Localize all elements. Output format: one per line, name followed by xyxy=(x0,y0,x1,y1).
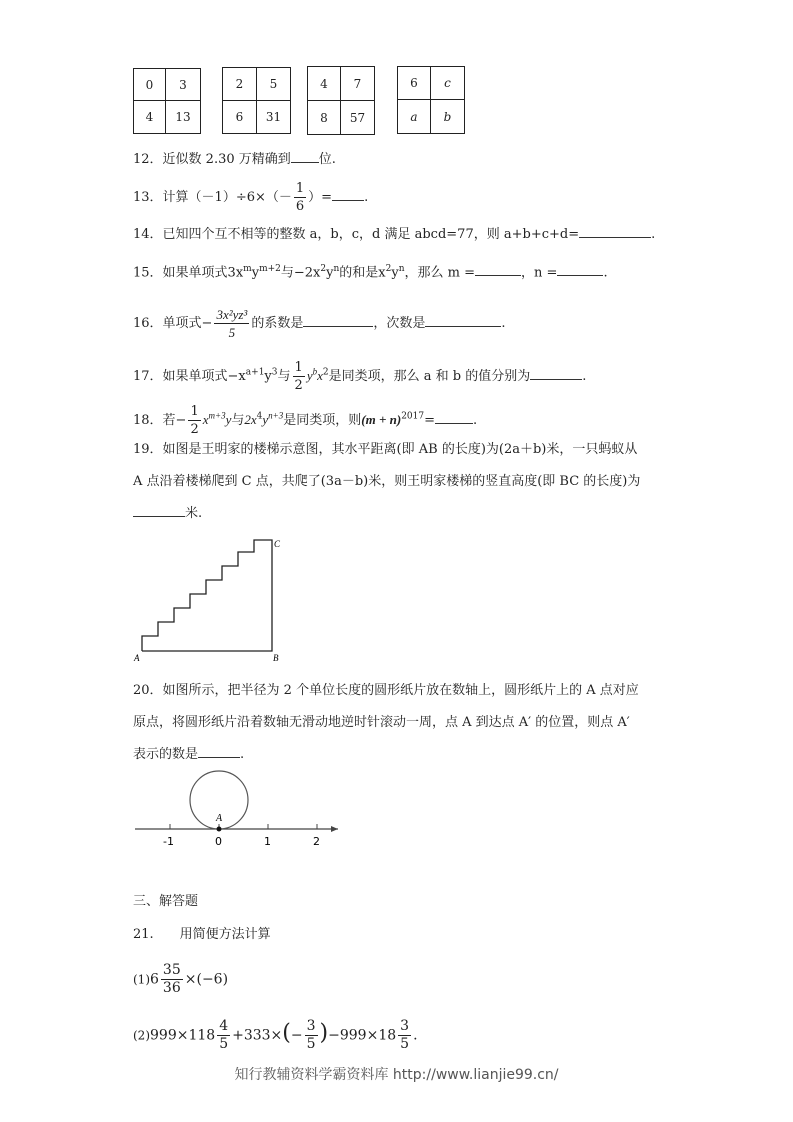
stair-outline xyxy=(142,540,272,651)
answer-blank xyxy=(133,504,185,517)
fraction: $\frac{4}{5}$ xyxy=(219,1018,229,1052)
number-grid-3 xyxy=(307,66,375,135)
point-label-a: A xyxy=(216,813,223,824)
grid-cell: 2 xyxy=(223,68,257,101)
grid-cell: b xyxy=(431,100,465,134)
question-20-line-1: 20．如图所示，把半径为 2 个单位长度的圆形纸片放在数轴上，圆形纸片上的 A 点对应 xyxy=(133,683,639,698)
grid-cell: a xyxy=(398,100,431,134)
fraction: $\frac{\text{3x²yz³}}{5}$ xyxy=(216,307,248,340)
answer-blank xyxy=(579,225,651,238)
answer-blank xyxy=(198,745,240,758)
grid-cell: 6 xyxy=(223,101,257,134)
number-grid-4 xyxy=(397,66,465,134)
grid-cell: 4 xyxy=(134,101,166,134)
question-20-line-3: 表示的数是 . xyxy=(133,747,245,762)
fraction: $\frac{1}{6}$ xyxy=(295,181,305,214)
point-a-dot xyxy=(217,827,222,832)
answer-blank xyxy=(425,314,501,327)
answer-blank xyxy=(557,263,603,276)
grid-cell: c xyxy=(431,67,465,100)
grid-cell: 31 xyxy=(257,101,291,134)
point-label-a: A xyxy=(134,653,140,663)
point-label-c: C xyxy=(274,539,281,549)
fraction: $\frac{1}{2}$ xyxy=(190,404,199,437)
grid-cell: 6 xyxy=(398,67,431,100)
number-line-diagram xyxy=(133,768,343,850)
grid-cell: 13 xyxy=(166,101,201,134)
arrow-right-icon xyxy=(331,826,338,832)
question-19-line-2: A 点沿着楼梯爬到 C 点，共爬了(3a－b)米，则王明家楼梯的竖直高度(即 BC 的长度)为 xyxy=(133,474,641,489)
fraction: $\frac{3}{5}$ xyxy=(400,1018,410,1052)
answer-blank xyxy=(475,263,521,276)
question-19-line-1: 19．如图是王明家的楼梯示意图，其水平距离(即 AB 的长度)为(2a＋b)米，一只蚂蚁从 xyxy=(133,442,638,457)
question-13: 13．计算（－1）÷6×（－ $\frac{1}{6}$ ）= . xyxy=(133,181,369,214)
grid-cell: 7 xyxy=(341,67,375,101)
answer-blank xyxy=(303,314,373,327)
grid-cell: 4 xyxy=(308,67,341,101)
question-18: 18．若− $\frac{1}{2}$ $x^{m+3}y$与$2x^4y^{n+3}$是同类项，则$(m + n)^{2017}=$ . xyxy=(133,404,478,437)
point-label-b: B xyxy=(273,653,279,663)
number-grid-1 xyxy=(133,68,201,134)
answer-blank xyxy=(435,411,473,424)
grid-cell: 8 xyxy=(308,101,341,135)
number-grid-2 xyxy=(222,67,291,134)
question-15: 15．如果单项式$3x^my^{m+2}$与$-2x^2y^n$的和是$x^2y^n$，那么 m = ，n = . xyxy=(133,264,608,281)
question-20-line-2: 原点，将圆形纸片沿着数轴无滑动地逆时针滚动一周，点 A 到达点 A′ 的位置，则点 A′ xyxy=(133,715,630,730)
section-heading: 三、解答题 xyxy=(133,894,199,909)
tick-label: 1 xyxy=(264,835,271,848)
answer-blank xyxy=(332,188,364,201)
grid-cell: 5 xyxy=(257,68,291,101)
fraction: $\frac{1}{2}$ xyxy=(294,360,303,393)
answer-blank xyxy=(530,367,582,380)
answer-blank xyxy=(291,150,319,163)
grid-cell: 3 xyxy=(166,69,201,101)
grid-cell: 0 xyxy=(134,69,166,101)
fraction: $\frac{35}{36}$ xyxy=(162,962,181,996)
question-21-part-2: (2)999×118 $\frac{4}{5}$ +333×(− $\frac{3}{5}$ )−999×18 $\frac{3}{5}$ . xyxy=(133,1018,418,1052)
question-21-part-1: (1)6 $\frac{35}{36}$ ×(−6) xyxy=(133,962,229,996)
tick-label: -1 xyxy=(163,835,174,848)
question-16: 16．单项式− $\frac{\text{3x²yz³}}{5}$ 的系数是 ，次数是 . xyxy=(133,307,506,340)
fraction: $\frac{3}{5}$ xyxy=(306,1018,316,1052)
question-21-title: 21. 用简便方法计算 xyxy=(133,927,271,942)
grid-cell: 57 xyxy=(341,101,375,135)
question-17: 17．如果单项式$-x^{a+1}y^3$与 $\frac{1}{2}$ $y^bx^2$是同类项，那么 a 和 b 的值分别为 . xyxy=(133,360,587,393)
page-footer: 知行教辅资料学霸资料库 http://www.lianjie99.cn/ xyxy=(234,1067,559,1083)
question-12: 12．近似数 2.30 万精确到 位. xyxy=(133,152,336,167)
tick-label: 2 xyxy=(313,835,320,848)
question-19-line-3: 米. xyxy=(133,504,202,524)
staircase-diagram xyxy=(130,535,290,665)
question-14: 14．已知四个互不相等的整数 a，b，c，d 满足 abcd=77，则 a+b+c+d= . xyxy=(133,227,656,242)
tick-label: 0 xyxy=(215,835,222,848)
